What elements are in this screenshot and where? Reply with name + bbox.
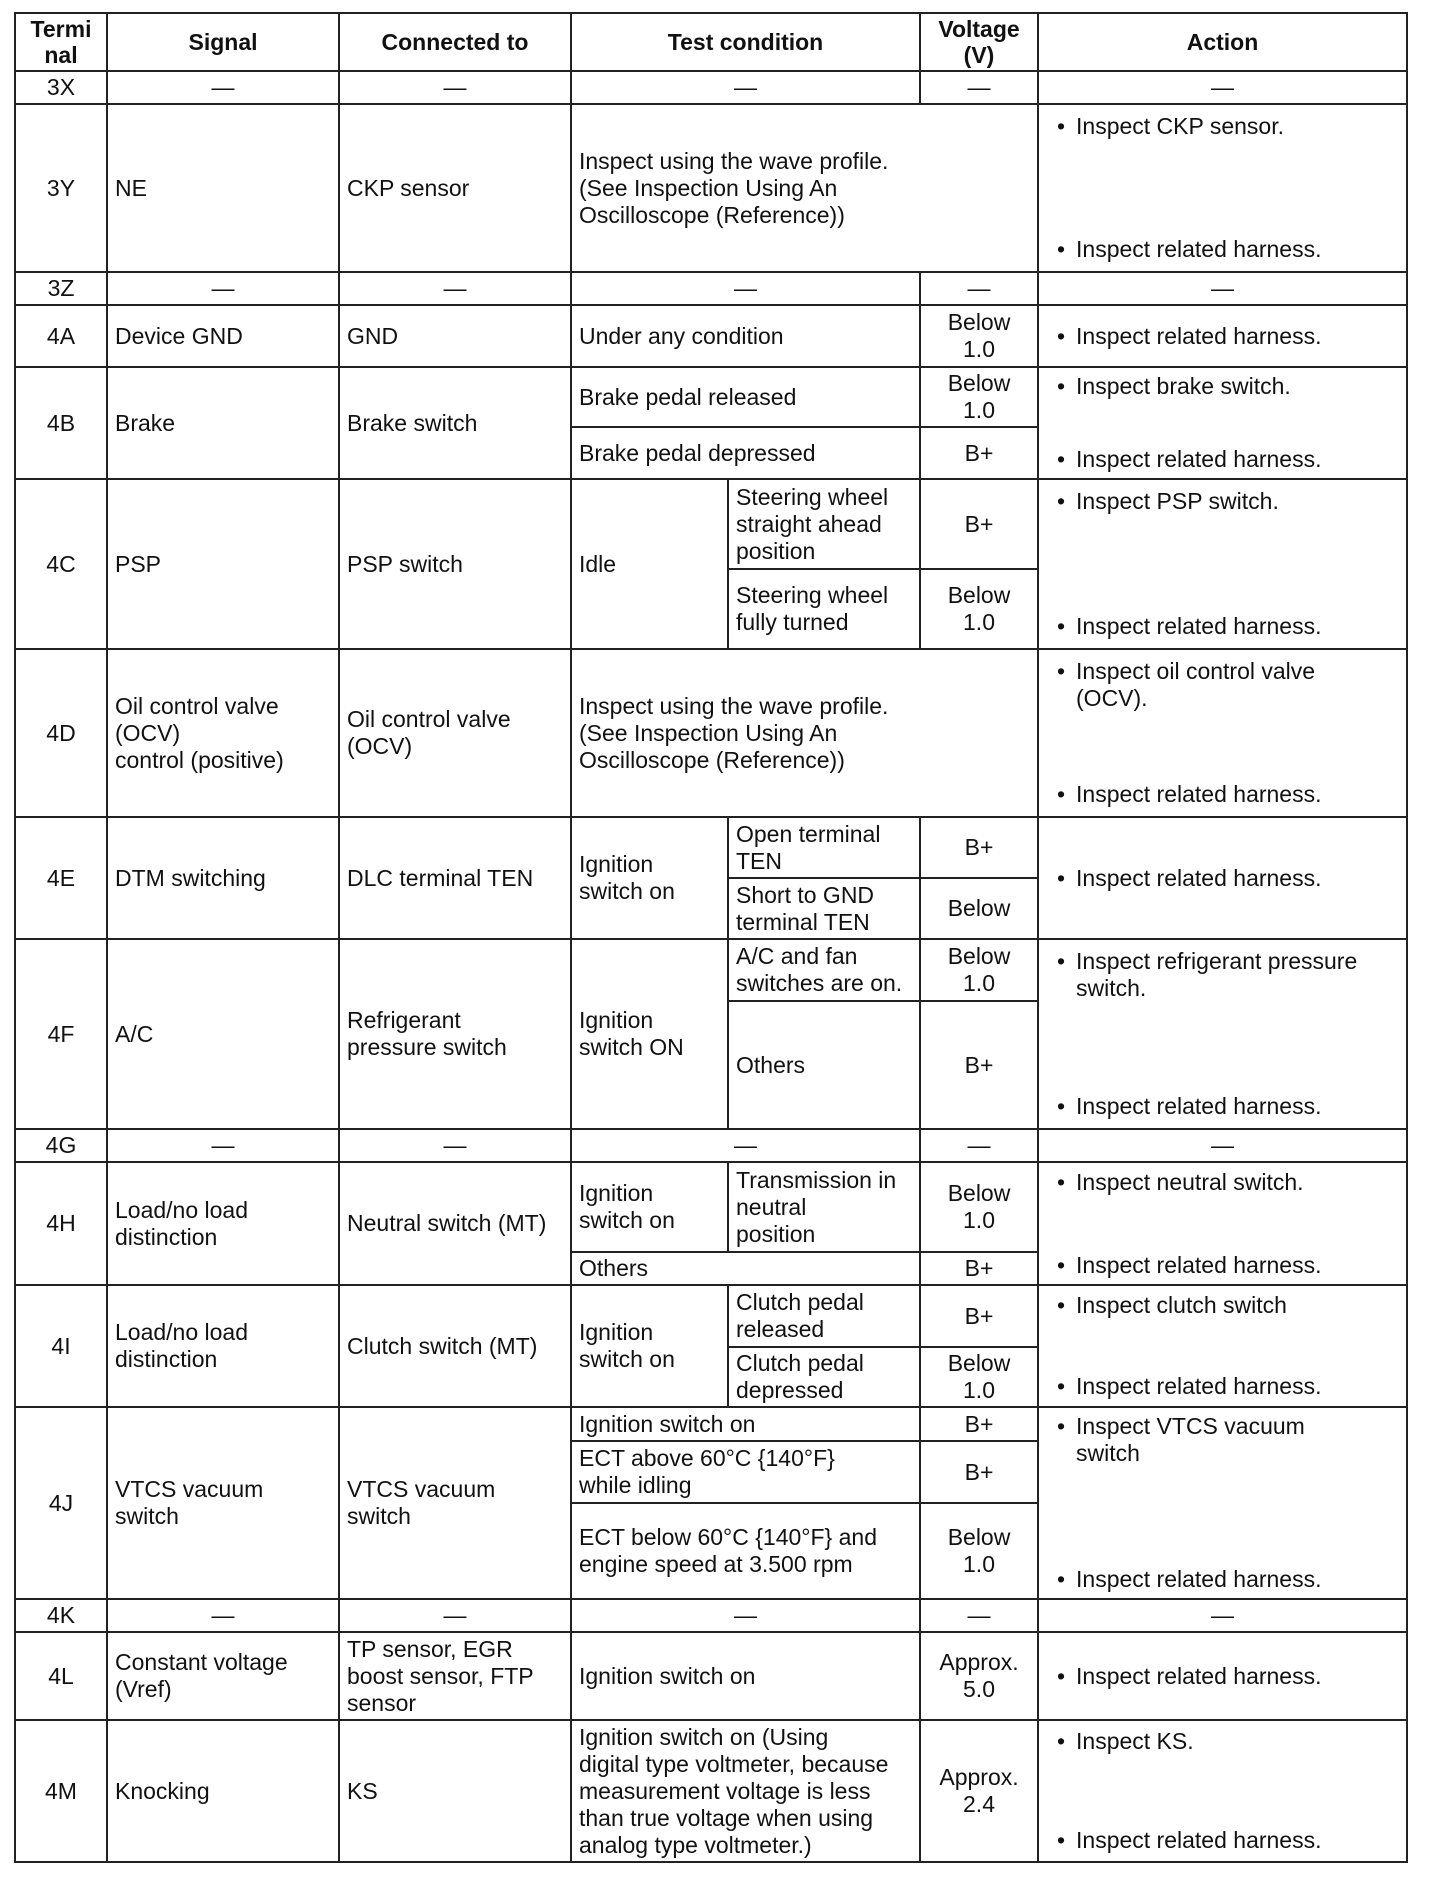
table-row — [15, 104, 1407, 272]
test-condition-cell: Ignition switch ON — [571, 939, 728, 1129]
terminal-cell: 3X — [15, 71, 107, 104]
dash-cell: — — [339, 272, 571, 305]
connected-cell: DLC terminal TEN — [339, 817, 571, 939]
action-cell — [1038, 817, 1407, 939]
terminal-cell: 4G — [15, 1129, 107, 1162]
action-text: Inspect PSP switch. — [1076, 488, 1279, 514]
terminal-cell: 4J — [15, 1407, 107, 1599]
voltage-cell: Approx. 2.4 — [920, 1720, 1038, 1862]
action-cell — [1038, 1407, 1407, 1599]
terminal-cell: 4K — [15, 1599, 107, 1632]
connected-cell: PSP switch — [339, 479, 571, 649]
signal-cell: PSP — [107, 479, 339, 649]
voltage-cell: B+ — [920, 1441, 1038, 1503]
voltage-cell: Approx. 5.0 — [920, 1632, 1038, 1720]
dash-cell: — — [1038, 1129, 1407, 1162]
action-cell — [1038, 1632, 1407, 1720]
header-voltage: Voltage (V) — [920, 13, 1038, 71]
table-row — [15, 305, 1407, 367]
voltage-cell: Below 1.0 — [920, 1503, 1038, 1599]
action-text: Inspect related harness. — [1076, 1251, 1322, 1278]
signal-cell: VTCS vacuum switch — [107, 1407, 339, 1599]
test-condition-cell: Ignition switch on — [571, 1632, 920, 1720]
action-text: Inspect oil control valve (OCV). — [1076, 658, 1316, 711]
action-text: Inspect related harness. — [1076, 613, 1322, 639]
bullet-icon: • — [1056, 1168, 1066, 1195]
dash-cell: — — [339, 71, 571, 104]
action-text: Inspect related harness. — [1076, 1827, 1322, 1853]
voltage-cell: Below 1.0 — [920, 569, 1038, 649]
table-row — [15, 1599, 1407, 1632]
action-text: Inspect brake switch. — [1076, 373, 1291, 399]
connected-cell: KS — [339, 1720, 571, 1862]
bullet-icon: • — [1056, 113, 1066, 139]
signal-cell: Device GND — [107, 305, 339, 367]
voltage-cell: B+ — [920, 427, 1038, 479]
table-row — [15, 479, 1407, 569]
action-cell — [1038, 1720, 1407, 1862]
test-condition-cell: Idle — [571, 479, 728, 649]
connected-cell: Oil control valve (OCV) — [339, 649, 571, 817]
dash-cell: — — [339, 1599, 571, 1632]
action-text: Inspect CKP sensor. — [1076, 113, 1284, 139]
voltage-cell: B+ — [920, 1407, 1038, 1441]
test-condition-cell: ECT below 60°C {140°F} and engine speed at 3.500 rpm — [571, 1503, 920, 1599]
connected-cell: Brake switch — [339, 367, 571, 479]
dash-cell: — — [339, 1129, 571, 1162]
terminal-cell: 4E — [15, 817, 107, 939]
connected-cell: Refrigerant pressure switch — [339, 939, 571, 1129]
dash-cell: — — [920, 272, 1038, 305]
connected-cell: CKP sensor — [339, 104, 571, 272]
bullet-icon: • — [1056, 322, 1066, 349]
header-signal: Signal — [107, 13, 339, 71]
test-condition-cell: Ignition switch on — [571, 1162, 728, 1252]
action-text: Inspect related harness. — [1076, 236, 1322, 262]
dash-cell: — — [1038, 1599, 1407, 1632]
table-row — [15, 1632, 1407, 1720]
bullet-icon: • — [1056, 446, 1066, 472]
action-text: Inspect related harness. — [1076, 1373, 1322, 1399]
action-text: Inspect refrigerant pressure switch. — [1076, 948, 1358, 1001]
test-condition-cell: Brake pedal depressed — [571, 427, 920, 479]
test-condition-cell: Brake pedal released — [571, 367, 920, 427]
signal-cell: NE — [107, 104, 339, 272]
terminal-cell: 4M — [15, 1720, 107, 1862]
signal-cell: Load/no load distinction — [107, 1285, 339, 1407]
terminal-cell: 4F — [15, 939, 107, 1129]
test-subcondition-cell: Clutch pedal released — [728, 1285, 920, 1347]
test-condition-cell: ECT above 60°C {140°F} while idling — [571, 1441, 920, 1503]
header-test-condition: Test condition — [571, 13, 920, 71]
signal-cell: A/C — [107, 939, 339, 1129]
table-row — [15, 1407, 1407, 1441]
bullet-icon: • — [1056, 1292, 1066, 1318]
action-cell — [1038, 1162, 1407, 1285]
action-text: Inspect VTCS vacuum switch — [1076, 1413, 1305, 1466]
header-action: Action — [1038, 13, 1407, 71]
signal-cell: Knocking — [107, 1720, 339, 1862]
table-row — [15, 367, 1407, 427]
voltage-cell: Below 1.0 — [920, 939, 1038, 1001]
test-condition-cell: Ignition switch on — [571, 1407, 920, 1441]
terminal-cell: 4H — [15, 1162, 107, 1285]
test-condition-cell: Inspect using the wave profile. (See Inspection Using An Oscilloscope (Reference)) — [571, 104, 1038, 272]
header-row — [15, 13, 1407, 71]
test-subcondition-cell: Transmission in neutral position — [728, 1162, 920, 1252]
signal-cell: DTM switching — [107, 817, 339, 939]
signal-cell: Oil control valve (OCV) control (positive) — [107, 649, 339, 817]
action-text: Inspect related harness. — [1076, 1093, 1322, 1119]
bullet-icon: • — [1056, 948, 1066, 974]
connected-cell: TP sensor, EGR boost sensor, FTP sensor — [339, 1632, 571, 1720]
test-condition-cell: Under any condition — [571, 305, 920, 367]
voltage-cell: Below — [920, 878, 1038, 939]
dash-cell: — — [920, 1129, 1038, 1162]
action-text: Inspect related harness. — [1076, 322, 1322, 349]
dash-cell: — — [571, 272, 920, 305]
connected-cell: Neutral switch (MT) — [339, 1162, 571, 1285]
bullet-icon: • — [1056, 658, 1066, 684]
bullet-icon: • — [1056, 1093, 1066, 1119]
action-cell — [1038, 649, 1407, 817]
action-cell — [1038, 305, 1407, 367]
terminal-cell: 4D — [15, 649, 107, 817]
dash-cell: — — [571, 1129, 920, 1162]
voltage-cell: Below 1.0 — [920, 305, 1038, 367]
header-connected-to: Connected to — [339, 13, 571, 71]
table-row — [15, 649, 1407, 817]
terminal-cell: 4I — [15, 1285, 107, 1407]
dash-cell: — — [920, 71, 1038, 104]
voltage-cell: Below 1.0 — [920, 1162, 1038, 1252]
terminal-inspection-table — [14, 12, 1408, 1863]
test-condition-cell: Ignition switch on (Using digital type voltmeter, because measurement voltage is less than true voltage when using analog type voltmeter.) — [571, 1720, 920, 1862]
action-text: Inspect clutch switch — [1076, 1292, 1287, 1318]
connected-cell: Clutch switch (MT) — [339, 1285, 571, 1407]
dash-cell: — — [1038, 272, 1407, 305]
bullet-icon: • — [1056, 1827, 1066, 1853]
action-cell — [1038, 479, 1407, 649]
action-text: Inspect related harness. — [1076, 864, 1322, 891]
action-cell — [1038, 367, 1407, 479]
action-text: Inspect KS. — [1076, 1728, 1194, 1754]
action-cell — [1038, 104, 1407, 272]
action-text: Inspect related harness. — [1076, 1566, 1322, 1592]
voltage-cell: B+ — [920, 817, 1038, 878]
test-condition-cell: Ignition switch on — [571, 817, 728, 939]
test-subcondition-cell: Short to GND terminal TEN — [728, 878, 920, 939]
table-row — [15, 1285, 1407, 1347]
terminal-cell: 4C — [15, 479, 107, 649]
test-condition-cell: Others — [571, 1252, 920, 1285]
connected-cell: VTCS vacuum switch — [339, 1407, 571, 1599]
action-text: Inspect neutral switch. — [1076, 1168, 1304, 1195]
voltage-cell: Below 1.0 — [920, 1347, 1038, 1407]
bullet-icon: • — [1056, 1728, 1066, 1754]
table-row — [15, 817, 1407, 878]
test-condition-cell: Ignition switch on — [571, 1285, 728, 1407]
bullet-icon: • — [1056, 864, 1066, 891]
action-text: Inspect related harness. — [1076, 781, 1322, 807]
bullet-icon: • — [1056, 613, 1066, 639]
voltage-cell: Below 1.0 — [920, 367, 1038, 427]
dash-cell: — — [571, 1599, 920, 1632]
action-cell — [1038, 939, 1407, 1129]
dash-cell: — — [1038, 71, 1407, 104]
test-subcondition-cell: A/C and fan switches are on. — [728, 939, 920, 1001]
terminal-cell: 3Z — [15, 272, 107, 305]
terminal-cell: 4L — [15, 1632, 107, 1720]
dash-cell: — — [107, 1599, 339, 1632]
bullet-icon: • — [1056, 488, 1066, 514]
test-subcondition-cell: Clutch pedal depressed — [728, 1347, 920, 1407]
dash-cell: — — [107, 1129, 339, 1162]
voltage-cell: B+ — [920, 1252, 1038, 1285]
bullet-icon: • — [1056, 236, 1066, 262]
bullet-icon: • — [1056, 781, 1066, 807]
action-cell — [1038, 1285, 1407, 1407]
action-text: Inspect related harness. — [1076, 1662, 1322, 1689]
bullet-icon: • — [1056, 1373, 1066, 1399]
voltage-cell: B+ — [920, 1001, 1038, 1129]
signal-cell: Brake — [107, 367, 339, 479]
header-terminal: Termi nal — [15, 13, 107, 71]
table-row — [15, 71, 1407, 104]
terminal-cell: 4A — [15, 305, 107, 367]
bullet-icon: • — [1056, 1413, 1066, 1439]
terminal-cell: 4B — [15, 367, 107, 479]
test-subcondition-cell: Steering wheel straight ahead position — [728, 479, 920, 569]
signal-cell: Constant voltage (Vref) — [107, 1632, 339, 1720]
bullet-icon: • — [1056, 1251, 1066, 1278]
dash-cell: — — [571, 71, 920, 104]
table-row — [15, 939, 1407, 1001]
table-row — [15, 1129, 1407, 1162]
test-condition-cell: Inspect using the wave profile. (See Inspection Using An Oscilloscope (Reference)) — [571, 649, 1038, 817]
test-subcondition-cell: Open terminal TEN — [728, 817, 920, 878]
terminal-cell: 3Y — [15, 104, 107, 272]
signal-cell: Load/no load distinction — [107, 1162, 339, 1285]
test-subcondition-cell: Others — [728, 1001, 920, 1129]
connected-cell: GND — [339, 305, 571, 367]
voltage-cell: B+ — [920, 1285, 1038, 1347]
bullet-icon: • — [1056, 373, 1066, 399]
test-subcondition-cell: Steering wheel fully turned — [728, 569, 920, 649]
table-row — [15, 272, 1407, 305]
dash-cell: — — [107, 272, 339, 305]
table-row — [15, 1162, 1407, 1252]
table-row — [15, 1720, 1407, 1862]
bullet-icon: • — [1056, 1662, 1066, 1689]
voltage-cell: B+ — [920, 479, 1038, 569]
dash-cell: — — [107, 71, 339, 104]
dash-cell: — — [920, 1599, 1038, 1632]
bullet-icon: • — [1056, 1566, 1066, 1592]
action-text: Inspect related harness. — [1076, 446, 1322, 472]
